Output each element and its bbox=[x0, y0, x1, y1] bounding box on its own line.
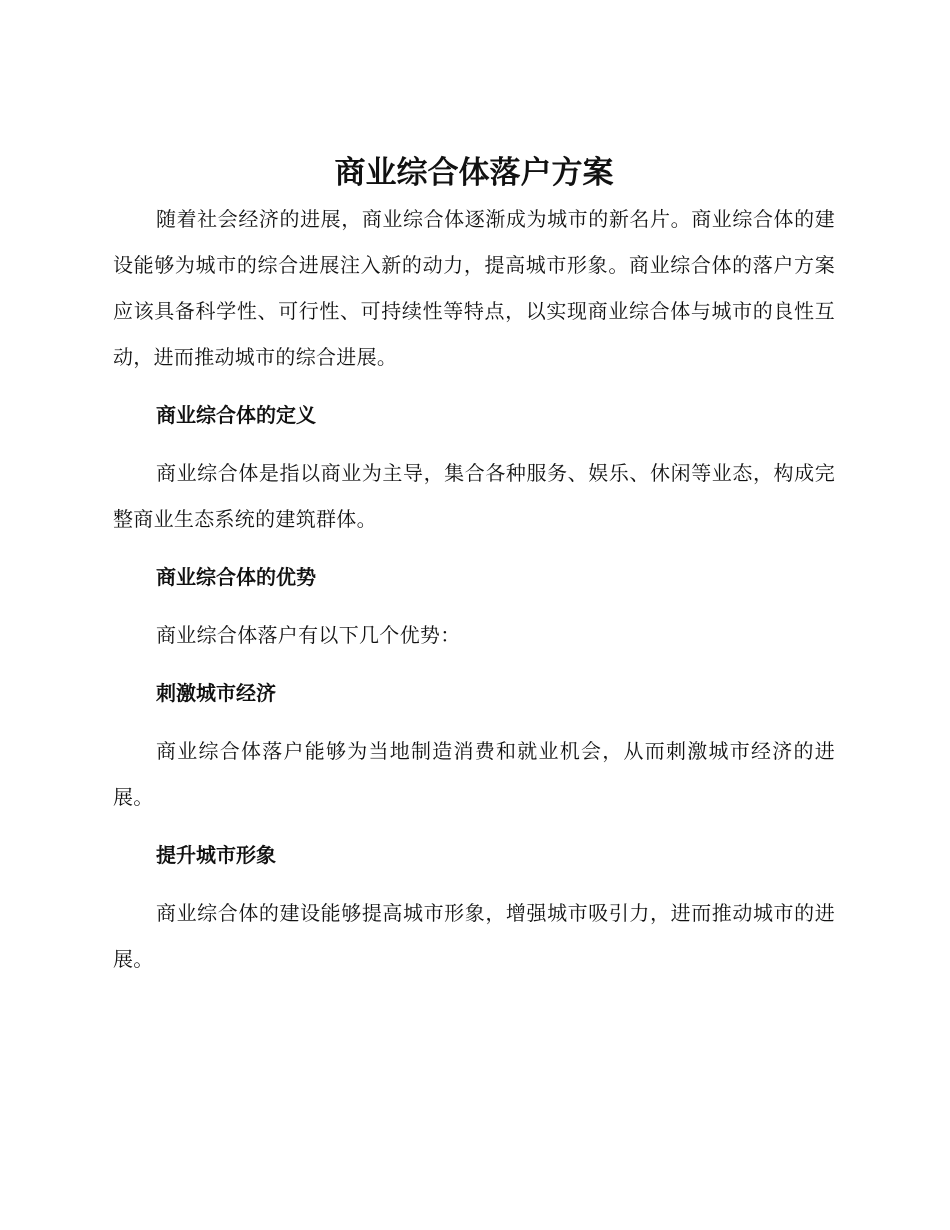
section-heading-economy: 刺激城市经济 bbox=[156, 681, 276, 705]
section-heading-image: 提升城市形象 bbox=[156, 843, 276, 867]
document-title: 商业综合体落户方案 bbox=[334, 155, 614, 191]
section-heading-advantages: 商业综合体的优势 bbox=[156, 565, 316, 589]
section-text-image: 商业综合体的建设能够提高城市形象，增强城市吸引力，进而推动城市的进展。 bbox=[113, 901, 835, 971]
section-text-economy: 商业综合体落户能够为当地制造消费和就业机会，从而刺激城市经济的进展。 bbox=[113, 739, 835, 809]
section-heading-definition: 商业综合体的定义 bbox=[156, 403, 316, 427]
section-text-definition: 商业综合体是指以商业为主导，集合各种服务、娱乐、休闲等业态，构成完整商业生态系统的建筑群体。 bbox=[113, 461, 835, 531]
intro-paragraph: 随着社会经济的进展，商业综合体逐渐成为城市的新名片。商业综合体的建设能够为城市的综合进展注入新的动力，提高城市形象。商业综合体的落户方案应该具备科学性、可行性、可持续性等特点，以实现商业综合体与城市的良性互动，进而推动城市的综合进展。 bbox=[113, 207, 835, 369]
section-text-advantages: 商业综合体落户有以下几个优势： bbox=[156, 623, 461, 647]
document-body bbox=[113, 150, 835, 982]
